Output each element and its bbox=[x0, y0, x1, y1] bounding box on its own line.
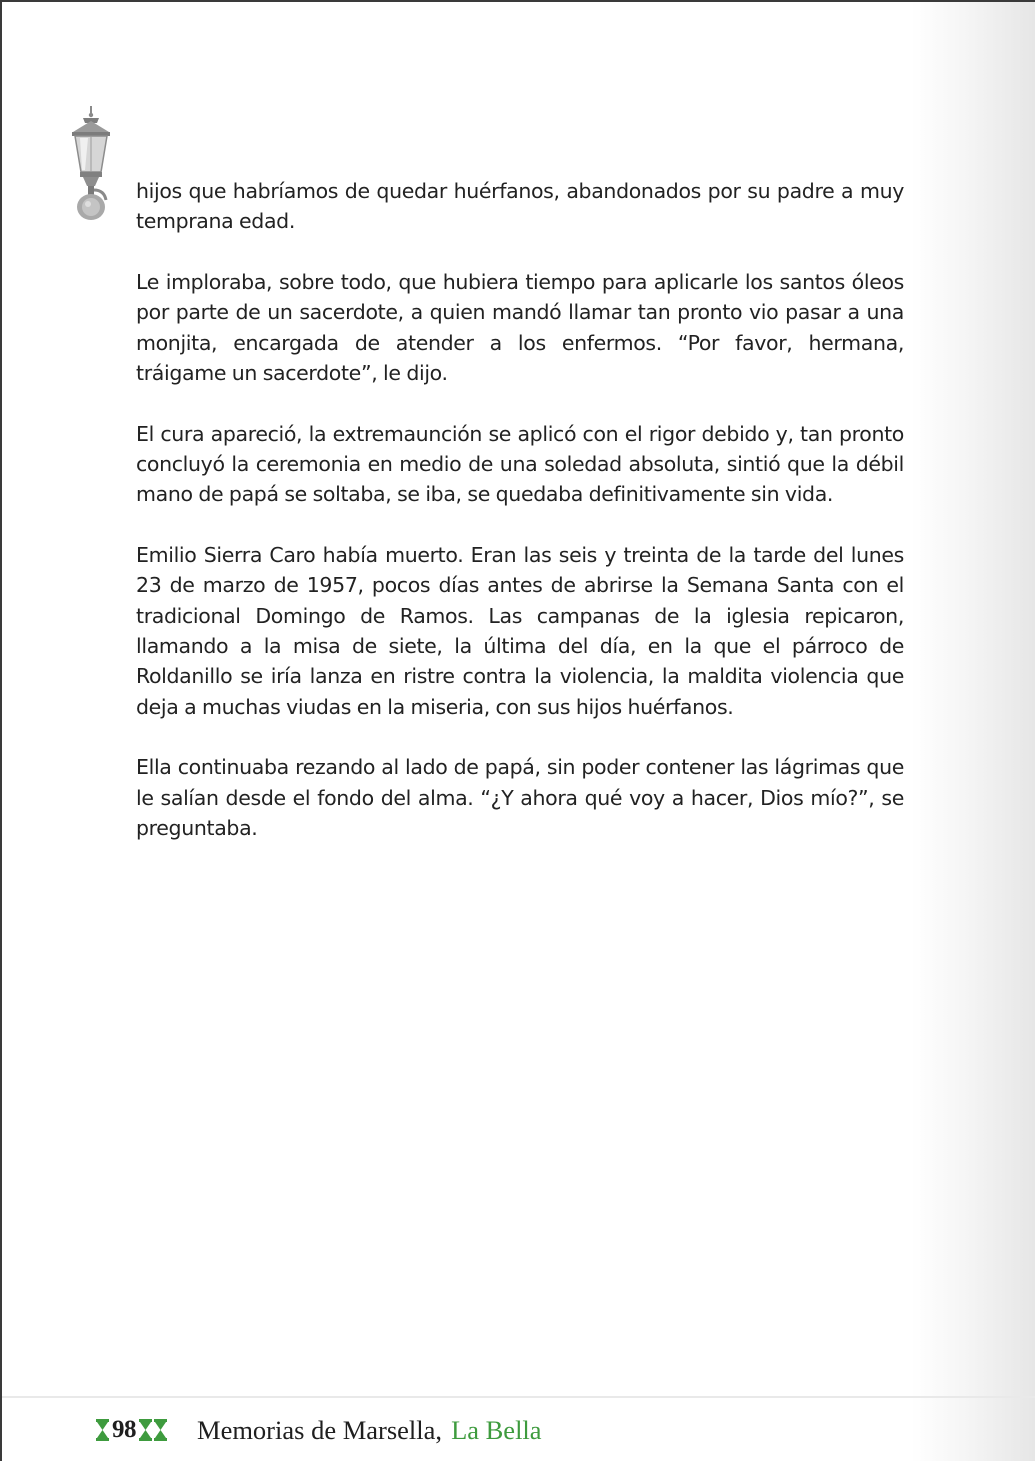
hourglass-icon bbox=[96, 1419, 109, 1441]
paragraph-5: Ella continuaba rezando al lado de papá, sin poder contener las lágrimas que le salían desde el fondo del alma. “¿Y ahora qué voy a hacer, Dios mío?”, se preguntaba. bbox=[136, 755, 904, 841]
page-number: 98 bbox=[112, 1416, 136, 1443]
paragraph-3: El cura apareció, la extremaunción se aplicó con el rigor debido y, tan pronto concluyó la ceremonia en medio de una soledad absoluta, sintió que la débil mano de papá se soltaba, se iba, se quedaba definitivamente sin vida. bbox=[136, 421, 904, 507]
footer-divider bbox=[2, 1396, 1035, 1398]
paragraph-2: Le imploraba, sobre todo, que hubiera tiempo para aplicarle los santos óleos por parte de un sacerdote, a quien mandó llamar tan pronto vio pasar a una monjita, encargada de atender a los enfermos. “Por favor, hermana, tráigame un sacerdote”, le dijo. bbox=[136, 270, 904, 385]
hourglass-icon bbox=[154, 1419, 167, 1441]
page-number-block bbox=[96, 1416, 167, 1444]
book-title: Memorias de Marsella, bbox=[197, 1414, 443, 1445]
page-footer bbox=[96, 1410, 542, 1450]
paragraph-1: hijos que habríamos de quedar huérfanos, abandonados por su padre a muy temprana edad. bbox=[136, 179, 904, 234]
hourglass-icon bbox=[139, 1419, 152, 1441]
street-lamp-icon bbox=[64, 106, 118, 222]
paragraph-4: Emilio Sierra Caro había muerto. Eran las seis y treinta de la tarde del lunes 23 de marzo de 1957, pocos días antes de abrirse la Semana Santa con el tradicional Domingo de Ramos. Las campanas de la iglesia repicaron, llamando a la misa de siete, la última del día, en la que el párroco de Roldanillo se iría lanza en ristre contra la violencia, la maldita violencia que deja a muchas viudas en la miseria, con sus hijos huérfanos. bbox=[136, 543, 904, 719]
book-subtitle: La Bella bbox=[451, 1414, 542, 1445]
body-text bbox=[136, 176, 904, 874]
